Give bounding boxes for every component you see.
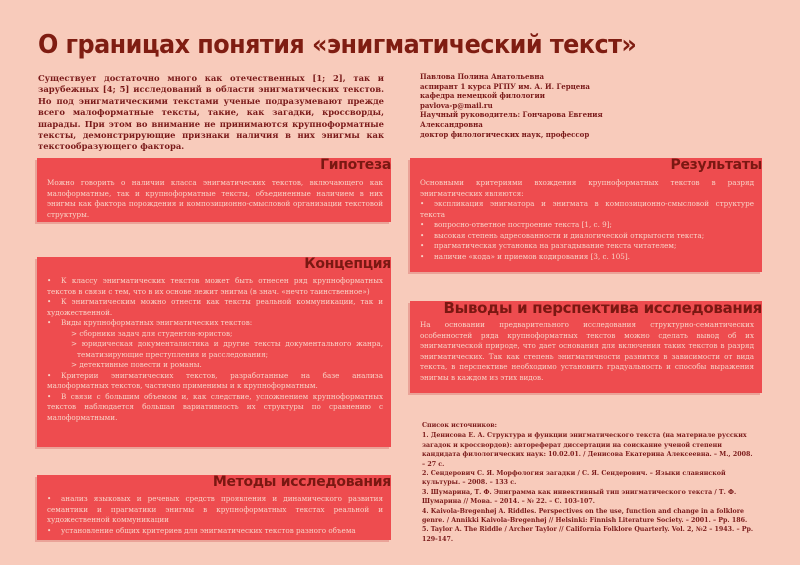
bullet-icon: • bbox=[47, 494, 52, 503]
methods-heading: Методы исследования bbox=[212, 474, 391, 490]
author-email[interactable]: pavlova-p@mail.ru bbox=[420, 100, 493, 110]
bullet-icon: • bbox=[47, 297, 52, 306]
hypothesis-text: Можно говорить о наличии класса энигматических текстов, включающего как малоформатные, так и крупноформатные тексты, объединенные наличием в них энигмы как фактора порождения и композиционно-смысловой организации текстовой структуры. bbox=[47, 178, 383, 219]
sub-list-item: > детективные повести и романы. bbox=[71, 360, 202, 369]
supervisor-name: Александровна bbox=[420, 119, 483, 129]
bullet-icon: • bbox=[47, 318, 52, 327]
bullet-icon: • bbox=[420, 251, 425, 261]
bullet-icon: • bbox=[47, 391, 52, 401]
bullet-icon: • bbox=[420, 241, 425, 250]
reference-item: 5. Taylor A. The Riddle / Archer Taylor // California Folklore Quarterly. Vol. 2, №2 – 1943. – Pp. 129-147. bbox=[422, 526, 754, 543]
list-item: • наличие «кода» и приемов кодирования [3, с. 105]. bbox=[420, 251, 630, 261]
supervisor-label: Научный руководитель: Гончарова Евгения bbox=[420, 110, 603, 120]
list-item: • высокая степень адресованности и диалогической открытости текста; bbox=[420, 230, 705, 240]
list-item: • Виды крупноформатных энигматических текстов: bbox=[47, 318, 253, 327]
methods-list bbox=[47, 494, 383, 536]
bullet-icon: • bbox=[47, 370, 52, 380]
sub-list-item: > сборники задач для студентов-юристов; bbox=[71, 328, 233, 338]
list-item: • вопросно-ответное построение текста [1, с. 9]; bbox=[420, 220, 612, 229]
list-item: • прагматическая установка на разгадывание текста читателем; bbox=[420, 241, 677, 250]
arrow-bullet-icon: > bbox=[71, 360, 78, 369]
reference-item: 1. Денисова Е. А. Структура и функции энигматического текста (на материале русских загадок и кроссвордов): автореферат диссертации на соискание ученой степени кандидата филологических наук: 10.02.01. / Денисова Екатерина Алексеевна. – М., 2008. – 27 с. bbox=[422, 432, 753, 468]
sub-list-item: > юридическая документалистика и другие тексты документального жанра, тематизирующие преступления и расследования; bbox=[71, 339, 383, 359]
list-item: • Критерии энигматических текстов, разработанные на базе анализа малоформатных текстов, частично применимы и к крупноформатным. bbox=[47, 370, 383, 390]
bullet-icon: • bbox=[420, 199, 425, 208]
results-list bbox=[420, 199, 754, 262]
bullet-icon: • bbox=[420, 220, 425, 229]
hypothesis-heading: Гипотеза bbox=[320, 157, 391, 173]
arrow-bullet-icon: > bbox=[71, 339, 78, 348]
conclusions-text: На основании предварительного исследования структурно-семантических особенностей ряда крупноформатных текстов можно сделать вывод об их энигматической природе, что дает основания для включения таких текстов в разряд энигматических. Так как степень энигматичности разнится в зависимости от вида текста, в перспективе необходимо установить градуальность и способы выражения энигмы в каждом из этих видов. bbox=[420, 320, 754, 382]
author-position: аспирант 1 курса РГПУ им. А. И. Герцена bbox=[420, 81, 590, 91]
reference-item: 4. Kaivola-Bregenhøj A. Riddles. Perspectives on the use, function and change in a folklore genre. / Annikki Kaivola-Bregenhøj // Helsinki: Finnish Literature Society. – 2001. – Pp. 186. bbox=[422, 507, 748, 525]
methods-box bbox=[37, 475, 391, 540]
bullet-icon: • bbox=[420, 230, 425, 240]
results-heading: Результаты bbox=[670, 157, 762, 173]
list-item: • К энигматическим можно отнести как тексты реальной коммуникации, так и художественной. bbox=[47, 297, 383, 317]
list-item: • установление общих критериев для энигматических текстов разного объема bbox=[47, 525, 356, 535]
list-item: • экспликация энигматора и энигмата в композиционно-смысловой структуре текста bbox=[420, 199, 754, 219]
supervisor-title: доктор филологических наук, профессор bbox=[420, 129, 590, 139]
bullet-icon: • bbox=[47, 276, 52, 285]
list-item: • К классу энигматических текстов может быть отнесен ряд крупноформатных текстов в связи с тем, что в их основе лежит энигма (в знач. «нечто таинственное») bbox=[47, 276, 383, 296]
bullet-icon: • bbox=[47, 525, 52, 535]
conclusions-heading: Выводы и перспектива исследования bbox=[443, 299, 762, 317]
results-box bbox=[410, 158, 762, 272]
list-item: • анализ языковых и речевых средств проявления и динамического развития семантики и прагматики энигмы в крупноформатных текстах реальной и художественной коммуникации bbox=[47, 494, 383, 524]
list-item: • В связи с большим объемом и, как следствие, усложнением крупноформатных текстов наблюдается большая вариативность их структуры по сравнению с малоформатными. bbox=[47, 391, 383, 422]
intro-paragraph: Существует достаточно много как отечественных [1; 2], так и зарубежных [4; 5] исследований в области энигматических текстов. Но под энигматическими текстами ученые подразумевают прежде всего малоформатные тексты, такие, как загадки, кроссворды, шарады. При этом во внимание не принимаются крупноформатные тексты, демонстрирующие признаки наличия в них энигмы как текстообразующего фактора. bbox=[38, 73, 384, 152]
hypothesis-box bbox=[37, 158, 391, 222]
concept-heading: Концепция bbox=[304, 256, 391, 272]
references bbox=[422, 421, 757, 544]
author-info bbox=[420, 72, 650, 139]
references-title: Список источников: bbox=[422, 422, 498, 429]
reference-item: 2. Сендерович С. Я. Морфология загадки / С. Я. Сендерович. – Языки славянской культуры. – 2008. – 133 с. bbox=[422, 470, 726, 487]
page-title: О границах понятия «энигматический текст» bbox=[38, 30, 637, 60]
results-intro: Основными критериями вхождения крупноформатных текстов в разряд энигматических являются: bbox=[420, 178, 754, 198]
arrow-bullet-icon: > bbox=[71, 328, 78, 338]
author-name: Павлова Полина Анатольевна bbox=[420, 72, 544, 81]
concept-list bbox=[47, 276, 383, 423]
conclusions-box bbox=[410, 301, 762, 393]
reference-item: 3. Шумарина, Т. Ф. Эпиграмма как инвективный тип энигматического текста / Т. Ф. Шумарина // Мова. – 2014. – № 22. – С. 103-107. bbox=[422, 488, 737, 506]
concept-box bbox=[37, 257, 391, 447]
author-department: кафедра немецкой филологии bbox=[420, 91, 545, 101]
